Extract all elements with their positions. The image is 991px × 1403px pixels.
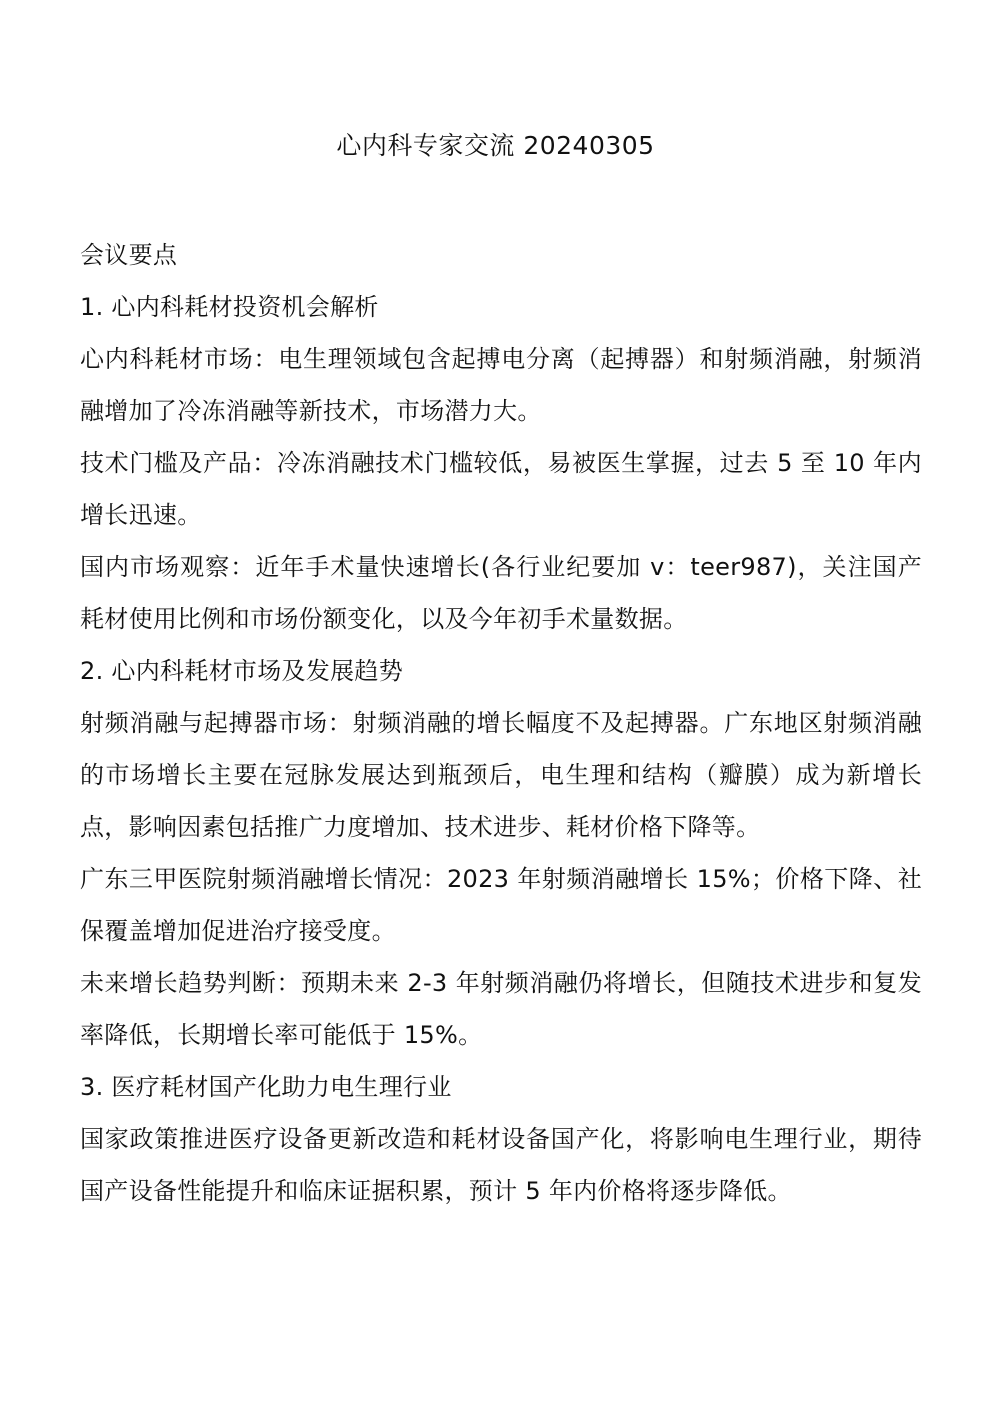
- document-body: [80, 229, 922, 1217]
- body-paragraph: 国内市场观察：近年手术量快速增长(各行业纪要加 v：teer987)，关注国产耗材使用比例和市场份额变化，以及今年初手术量数据。: [80, 553, 922, 633]
- body-paragraph: 广东三甲医院射频消融增长情况：2023 年射频消融增长 15%；价格下降、社保覆盖增加促进治疗接受度。: [80, 865, 922, 945]
- section-heading-meeting-points: 会议要点: [80, 241, 178, 269]
- section-heading-2: 2. 心内科耗材市场及发展趋势: [80, 657, 404, 685]
- body-paragraph: 技术门槛及产品：冷冻消融技术门槛较低，易被医生掌握，过去 5 至 10 年内增长迅速。: [80, 449, 922, 529]
- document-title: 心内科专家交流 20240305: [336, 131, 655, 160]
- section-heading-3: 3. 医疗耗材国产化助力电生理行业: [80, 1073, 452, 1101]
- section-heading-1: 1. 心内科耗材投资机会解析: [80, 293, 379, 321]
- body-paragraph: 国家政策推进医疗设备更新改造和耗材设备国产化，将影响电生理行业，期待国产设备性能提升和临床证据积累，预计 5 年内价格将逐步降低。: [80, 1125, 922, 1205]
- body-paragraph: 射频消融与起搏器市场：射频消融的增长幅度不及起搏器。广东地区射频消融的市场增长主要在冠脉发展达到瓶颈后，电生理和结构（瓣膜）成为新增长点，影响因素包括推广力度增加、技术进步、耗材价格下降等。: [80, 709, 922, 841]
- body-paragraph: 心内科耗材市场：电生理领域包含起搏电分离（起搏器）和射频消融，射频消融增加了冷冻消融等新技术，市场潜力大。: [80, 345, 922, 425]
- body-paragraph: 未来增长趋势判断：预期未来 2-3 年射频消融仍将增长，但随技术进步和复发率降低，长期增长率可能低于 15%。: [80, 969, 922, 1049]
